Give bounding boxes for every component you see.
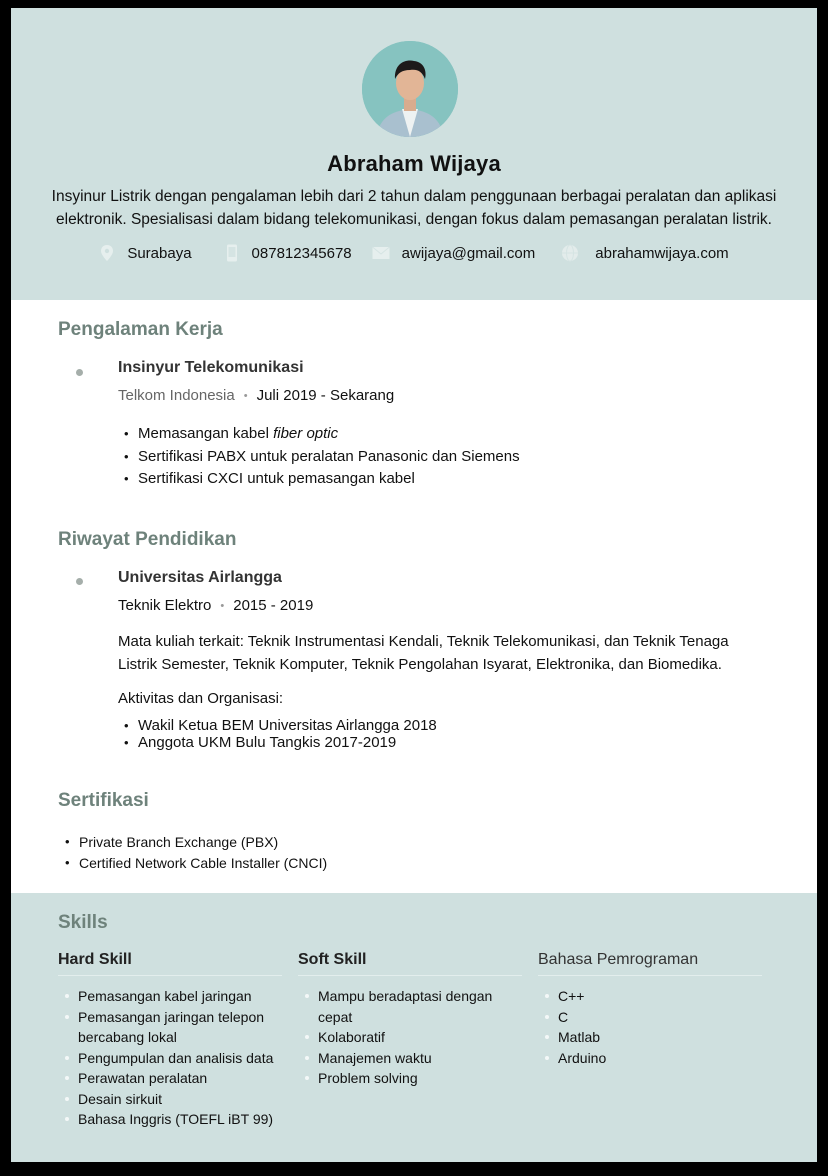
skill-item: Perawatan peralatan [58, 1068, 282, 1089]
contact-bar [11, 244, 817, 262]
profile-summary: Insyinur Listrik dengan pengalaman lebih dari 2 tahun dalam penggunaan berbagai peralatan dan aplikasi elektronik. Spesialisasi dalam bidang telekomunikasi, dengan fokus dalam pemasangan peralatan listrik. [51, 188, 777, 228]
job-bullet: • Memasangan kabel fiber optic [118, 423, 520, 446]
contact-phone [224, 244, 352, 262]
education-activities [118, 717, 437, 751]
contact-phone-text[interactable]: 087812345678 [251, 244, 352, 262]
skill-item: C++ [538, 986, 762, 1007]
resume-header [11, 8, 817, 300]
contact-email-text[interactable]: awijaya@gmail.com [401, 244, 536, 262]
certification-item: • Private Branch Exchange (PBX) [59, 832, 327, 853]
job-bullet: • Sertifikasi CXCI untuk pemasangan kabel [118, 468, 520, 491]
profile-photo [362, 41, 458, 137]
skill-list [298, 986, 522, 1089]
timeline-dot [76, 578, 83, 585]
skill-item: Problem solving [298, 1068, 522, 1089]
skill-list [58, 986, 282, 1130]
job-company: Telkom Indonesia [118, 387, 235, 404]
meta-separator: • [243, 389, 248, 402]
skill-list [538, 986, 762, 1068]
location-pin-icon [99, 244, 115, 262]
person-avatar-icon [362, 41, 458, 137]
skill-column-programming [538, 951, 762, 1068]
skill-item: Matlab [538, 1027, 762, 1048]
skill-item: C [538, 1007, 762, 1028]
activity-item: • Anggota UKM Bulu Tangkis 2017-2019 [118, 734, 437, 751]
timeline-dot [76, 369, 83, 376]
contact-website [561, 244, 728, 262]
education-period: 2015 - 2019 [233, 597, 314, 614]
contact-email [372, 244, 536, 262]
job-bullets [118, 423, 520, 491]
education-meta [118, 597, 313, 614]
education-activities-label: Aktivitas dan Organisasi: [118, 690, 284, 707]
contact-location-text: Surabaya [127, 244, 192, 262]
job-period: Juli 2019 - Sekarang [256, 387, 395, 404]
skill-item: Pemasangan kabel jaringan [58, 986, 282, 1007]
certification-item: • Certified Network Cable Installer (CNCI) [59, 853, 327, 874]
job-position: Insinyur Telekomunikasi [118, 359, 304, 376]
skill-item: Pengumpulan dan analisis data [58, 1048, 282, 1069]
education-courses: Mata kuliah terkait: Teknik Instrumentasi Kendali, Teknik Telekomunikasi, dan Teknik Tenaga Listrik Semester, Teknik Komputer, Teknik Pengolahan Isyarat, Elektronika, dan Biomedika. [118, 633, 729, 673]
skill-column-hard [58, 951, 282, 1130]
job-bullet: • Sertifikasi PABX untuk peralatan Panasonic dan Siemens [118, 446, 520, 469]
job-meta [118, 387, 394, 404]
skill-item: Pemasangan jaringan telepon bercabang lokal [58, 1007, 282, 1048]
skill-column-soft [298, 951, 522, 1089]
skill-column-heading: Hard Skill [58, 951, 282, 976]
activity-item: • Wakil Ketua BEM Universitas Airlangga 2018 [118, 717, 437, 734]
skill-item: Bahasa Inggris (TOEFL iBT 99) [58, 1109, 282, 1130]
resume-page [11, 8, 817, 1162]
contact-location [99, 244, 191, 262]
education-major: Teknik Elektro [118, 597, 212, 614]
skill-column-heading: Bahasa Pemrograman [538, 951, 762, 976]
envelope-icon [372, 244, 390, 262]
phone-icon [224, 244, 240, 262]
certification-list [59, 832, 327, 873]
skill-column-heading: Soft Skill [298, 951, 522, 976]
education-section-title: Riwayat Pendidikan [58, 529, 237, 550]
skills-section [11, 893, 817, 1162]
skill-item: Manajemen waktu [298, 1048, 522, 1069]
skill-item: Mampu beradaptasi dengan cepat [298, 986, 522, 1027]
experience-section-title: Pengalaman Kerja [58, 319, 223, 340]
certifications-section-title: Sertifikasi [58, 790, 149, 811]
skill-item: Kolaboratif [298, 1027, 522, 1048]
skills-section-title: Skills [58, 912, 108, 933]
candidate-name: Abraham Wijaya [327, 151, 501, 176]
education-school: Universitas Airlangga [118, 569, 282, 586]
meta-separator: • [220, 599, 225, 612]
contact-website-text[interactable]: abrahamwijaya.com [595, 244, 729, 262]
globe-icon [561, 244, 579, 262]
skill-item: Desain sirkuit [58, 1089, 282, 1110]
skill-item: Arduino [538, 1048, 762, 1069]
